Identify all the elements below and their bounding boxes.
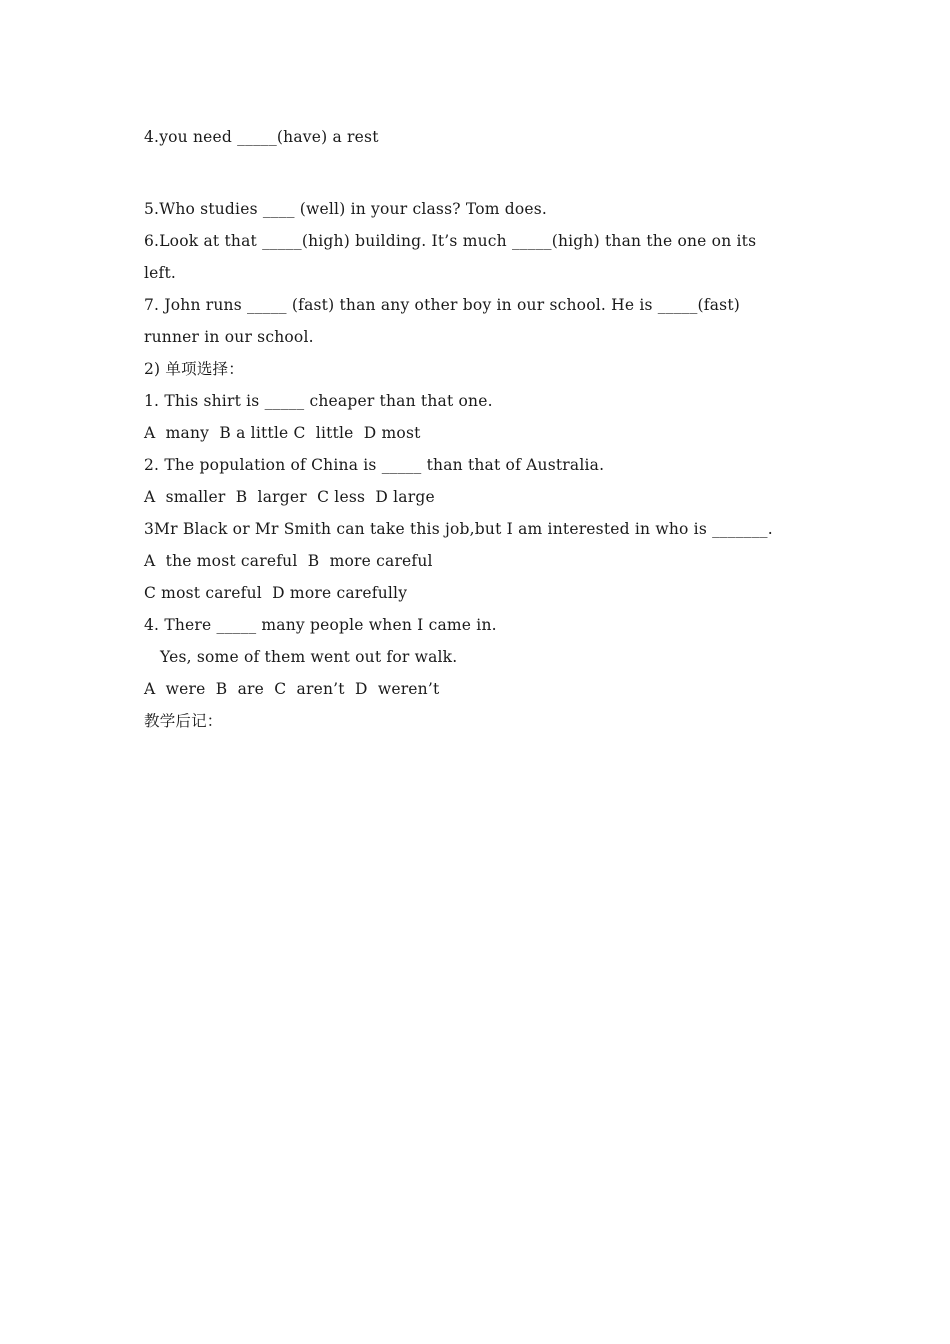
mc-question-3: 3Mr Black or Mr Smith can take this job,but I am interested in who is _______. — [144, 520, 773, 538]
mc-question-1: 1. This shirt is _____ cheaper than that one. — [144, 392, 493, 410]
mc-question-2-options: A smaller B larger C less D large — [144, 488, 435, 506]
mc-question-4: 4. There _____ many people when I came in. — [144, 616, 497, 634]
mc-question-4-reply: Yes, some of them went out for walk. — [160, 648, 458, 666]
fill-in-question-6-continued: left. — [144, 264, 177, 282]
mc-question-1-options: A many B a little C little D most — [144, 424, 421, 442]
mc-question-3-options-1: A the most careful B more careful — [144, 552, 433, 570]
fill-in-question-5: 5.Who studies ____ (well) in your class? Tom does. — [144, 200, 548, 218]
fill-in-question-4: 4.you need _____(have) a rest — [144, 128, 379, 146]
multiple-choice-heading: 2) 单项选择： — [144, 360, 244, 378]
fill-in-question-7: 7. John runs _____ (fast) than any other boy in our school. He is _____(fast) — [144, 296, 740, 314]
mc-question-3-options-2: C most careful D more carefully — [144, 584, 408, 602]
fill-in-question-6: 6.Look at that _____(high) building. It’s much _____(high) than the one on its — [144, 232, 757, 250]
teaching-notes-label: 教学后记： — [144, 712, 223, 730]
mc-question-4-options: A were B are C aren’t D weren’t — [144, 680, 440, 698]
mc-question-2: 2. The population of China is _____ than that of Australia. — [144, 456, 605, 474]
fill-in-question-7-continued: runner in our school. — [144, 328, 314, 346]
